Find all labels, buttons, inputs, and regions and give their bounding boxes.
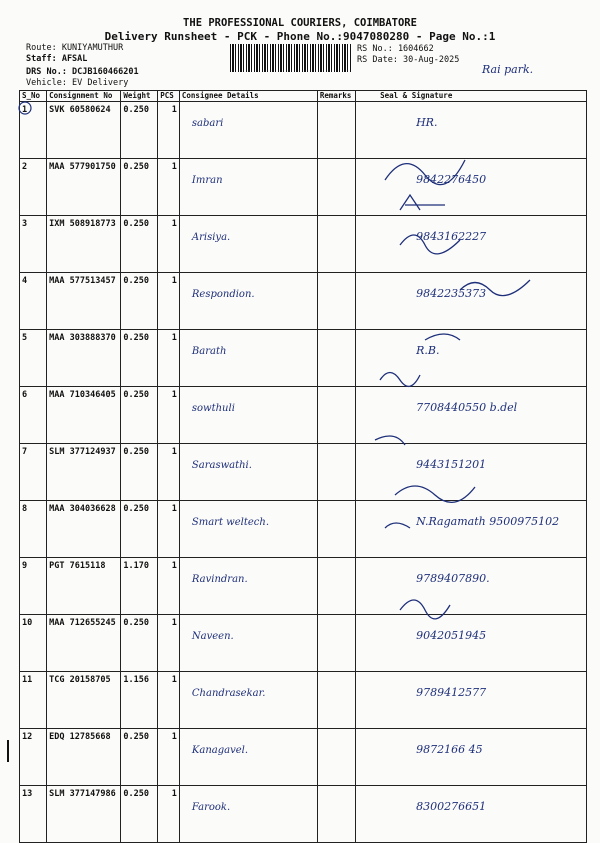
col-signature: Seal & Signature bbox=[356, 91, 587, 102]
table-row bbox=[20, 387, 587, 444]
rs-date: RS Date: 30-Aug-2025 bbox=[357, 54, 460, 65]
signature-text: HR. bbox=[356, 102, 587, 159]
row-sno: 7 bbox=[20, 444, 47, 501]
table-row bbox=[20, 216, 587, 273]
pcs-value: 1 bbox=[158, 273, 180, 330]
col-consignment: Consignment No bbox=[47, 91, 121, 102]
col-remarks: Remarks bbox=[317, 91, 355, 102]
row-sno: 4 bbox=[20, 273, 47, 330]
row-sno: 8 bbox=[20, 501, 47, 558]
table-row bbox=[20, 786, 587, 843]
runsheet-table bbox=[19, 90, 587, 843]
consignee-name: sabari bbox=[179, 102, 317, 159]
col-sno: S_No bbox=[20, 91, 47, 102]
remarks-cell bbox=[317, 216, 355, 273]
consignment-number: IXM 508918773 bbox=[47, 216, 121, 273]
handwritten-location-note: Rai park. bbox=[482, 63, 534, 76]
signature-text: 9443151201 bbox=[356, 444, 587, 501]
signature-text: 9789407890. bbox=[356, 558, 587, 615]
consignee-name: Smart weltech. bbox=[179, 501, 317, 558]
weight-value: 0.250 bbox=[121, 387, 158, 444]
route-label: Route: KUNIYAMUTHUR bbox=[26, 43, 124, 53]
weight-value: 0.250 bbox=[121, 729, 158, 786]
remarks-cell bbox=[317, 501, 355, 558]
table-row bbox=[20, 501, 587, 558]
pcs-value: 1 bbox=[158, 615, 180, 672]
signature-text: 9872166 45 bbox=[356, 729, 587, 786]
table-row bbox=[20, 159, 587, 216]
row-sno: 5 bbox=[20, 330, 47, 387]
col-consignee: Consignee Details bbox=[179, 91, 317, 102]
table-row bbox=[20, 558, 587, 615]
remarks-cell bbox=[317, 330, 355, 387]
runsheet-subtitle: Delivery Runsheet - PCK - Phone No.:9047080280 - Page No.:1 bbox=[104, 30, 496, 43]
signature-text: N.Ragamath 9500975102 bbox=[356, 501, 587, 558]
signature-text: 8300276651 bbox=[356, 786, 587, 843]
consignment-number: SLM 377124937 bbox=[47, 444, 121, 501]
table-header-row bbox=[20, 91, 587, 102]
consignment-number: SLM 377147986 bbox=[47, 786, 121, 843]
company-title: THE PROFESSIONAL COURIERS, COIMBATORE bbox=[183, 17, 417, 29]
table-row bbox=[20, 444, 587, 501]
pcs-value: 1 bbox=[158, 501, 180, 558]
weight-value: 0.250 bbox=[121, 444, 158, 501]
drs-label: DRS No.: DCJB160466201 bbox=[26, 67, 139, 77]
weight-value: 0.250 bbox=[121, 273, 158, 330]
remarks-cell bbox=[317, 159, 355, 216]
pcs-value: 1 bbox=[158, 729, 180, 786]
row-sno: 6 bbox=[20, 387, 47, 444]
row-sno: 3 bbox=[20, 216, 47, 273]
staff-label: Staff: AFSAL bbox=[26, 53, 88, 64]
consignee-name: Naveen. bbox=[179, 615, 317, 672]
pcs-value: 1 bbox=[158, 330, 180, 387]
signature-text: 9842235373 bbox=[356, 273, 587, 330]
row-sno: 12 bbox=[20, 729, 47, 786]
weight-value: 0.250 bbox=[121, 159, 158, 216]
barcode bbox=[230, 44, 352, 72]
consignment-number: TCG 20158705 bbox=[47, 672, 121, 729]
remarks-cell bbox=[317, 786, 355, 843]
row-sno: 11 bbox=[20, 672, 47, 729]
consignment-number: EDQ 12785668 bbox=[47, 729, 121, 786]
remarks-cell bbox=[317, 273, 355, 330]
consignee-name: sowthuli bbox=[179, 387, 317, 444]
signature-text: R.B. bbox=[356, 330, 587, 387]
row-sno: 13 bbox=[20, 786, 47, 843]
signature-text: 7708440550 b.del bbox=[356, 387, 587, 444]
consignee-name: Chandrasekar. bbox=[179, 672, 317, 729]
row-sno: 2 bbox=[20, 159, 47, 216]
table-row bbox=[20, 330, 587, 387]
remarks-cell bbox=[317, 615, 355, 672]
consignment-number: MAA 577901750 bbox=[47, 159, 121, 216]
weight-value: 0.250 bbox=[121, 615, 158, 672]
pcs-value: 1 bbox=[158, 216, 180, 273]
weight-value: 0.250 bbox=[121, 501, 158, 558]
table-row bbox=[20, 615, 587, 672]
consignment-number: MAA 712655245 bbox=[47, 615, 121, 672]
weight-value: 0.250 bbox=[121, 102, 158, 159]
remarks-cell bbox=[317, 387, 355, 444]
consignee-name: Saraswathi. bbox=[179, 444, 317, 501]
table-row bbox=[20, 273, 587, 330]
weight-value: 0.250 bbox=[121, 786, 158, 843]
consignee-name: Arisiya. bbox=[179, 216, 317, 273]
weight-value: 1.156 bbox=[121, 672, 158, 729]
pcs-value: 1 bbox=[158, 159, 180, 216]
row-sno: 10 bbox=[20, 615, 47, 672]
consignee-name: Kanagavel. bbox=[179, 729, 317, 786]
consignment-number: MAA 710346405 bbox=[47, 387, 121, 444]
consignee-name: Ravindran. bbox=[179, 558, 317, 615]
remarks-cell bbox=[317, 672, 355, 729]
weight-value: 0.250 bbox=[121, 330, 158, 387]
remarks-cell bbox=[317, 558, 355, 615]
pcs-value: 1 bbox=[158, 786, 180, 843]
consignment-number: MAA 303888370 bbox=[47, 330, 121, 387]
remarks-cell bbox=[317, 102, 355, 159]
vehicle-label: Vehicle: EV Delivery bbox=[26, 77, 129, 88]
pcs-value: 1 bbox=[158, 558, 180, 615]
consignee-name: Barath bbox=[179, 330, 317, 387]
col-pcs: PCS bbox=[158, 91, 180, 102]
remarks-cell bbox=[317, 444, 355, 501]
pcs-value: 1 bbox=[158, 444, 180, 501]
table-row bbox=[20, 102, 587, 159]
pcs-value: 1 bbox=[158, 672, 180, 729]
col-weight: Weight bbox=[121, 91, 158, 102]
signature-text: 9042051945 bbox=[356, 615, 587, 672]
pcs-value: 1 bbox=[158, 387, 180, 444]
consignee-name: Farook. bbox=[179, 786, 317, 843]
consignment-number: PGT 7615118 bbox=[47, 558, 121, 615]
remarks-cell bbox=[317, 729, 355, 786]
table-row bbox=[20, 672, 587, 729]
signature-text: 9843162227 bbox=[356, 216, 587, 273]
weight-value: 1.170 bbox=[121, 558, 158, 615]
consignment-number: MAA 577513457 bbox=[47, 273, 121, 330]
route-info bbox=[26, 43, 139, 88]
consignee-name: Imran bbox=[179, 159, 317, 216]
consignment-number: MAA 304036628 bbox=[47, 501, 121, 558]
rs-number: RS No.: 1604662 bbox=[357, 44, 434, 54]
signature-text: 9789412577 bbox=[356, 672, 587, 729]
table-row bbox=[20, 729, 587, 786]
weight-value: 0.250 bbox=[121, 216, 158, 273]
edge-mark bbox=[7, 740, 9, 762]
pcs-value: 1 bbox=[158, 102, 180, 159]
row-sno: 9 bbox=[20, 558, 47, 615]
signature-text: 9842276450 bbox=[356, 159, 587, 216]
consignment-number: SVK 60580624 bbox=[47, 102, 121, 159]
rs-info bbox=[357, 44, 459, 65]
row-sno: 1 bbox=[20, 102, 47, 159]
consignee-name: Respondion. bbox=[179, 273, 317, 330]
